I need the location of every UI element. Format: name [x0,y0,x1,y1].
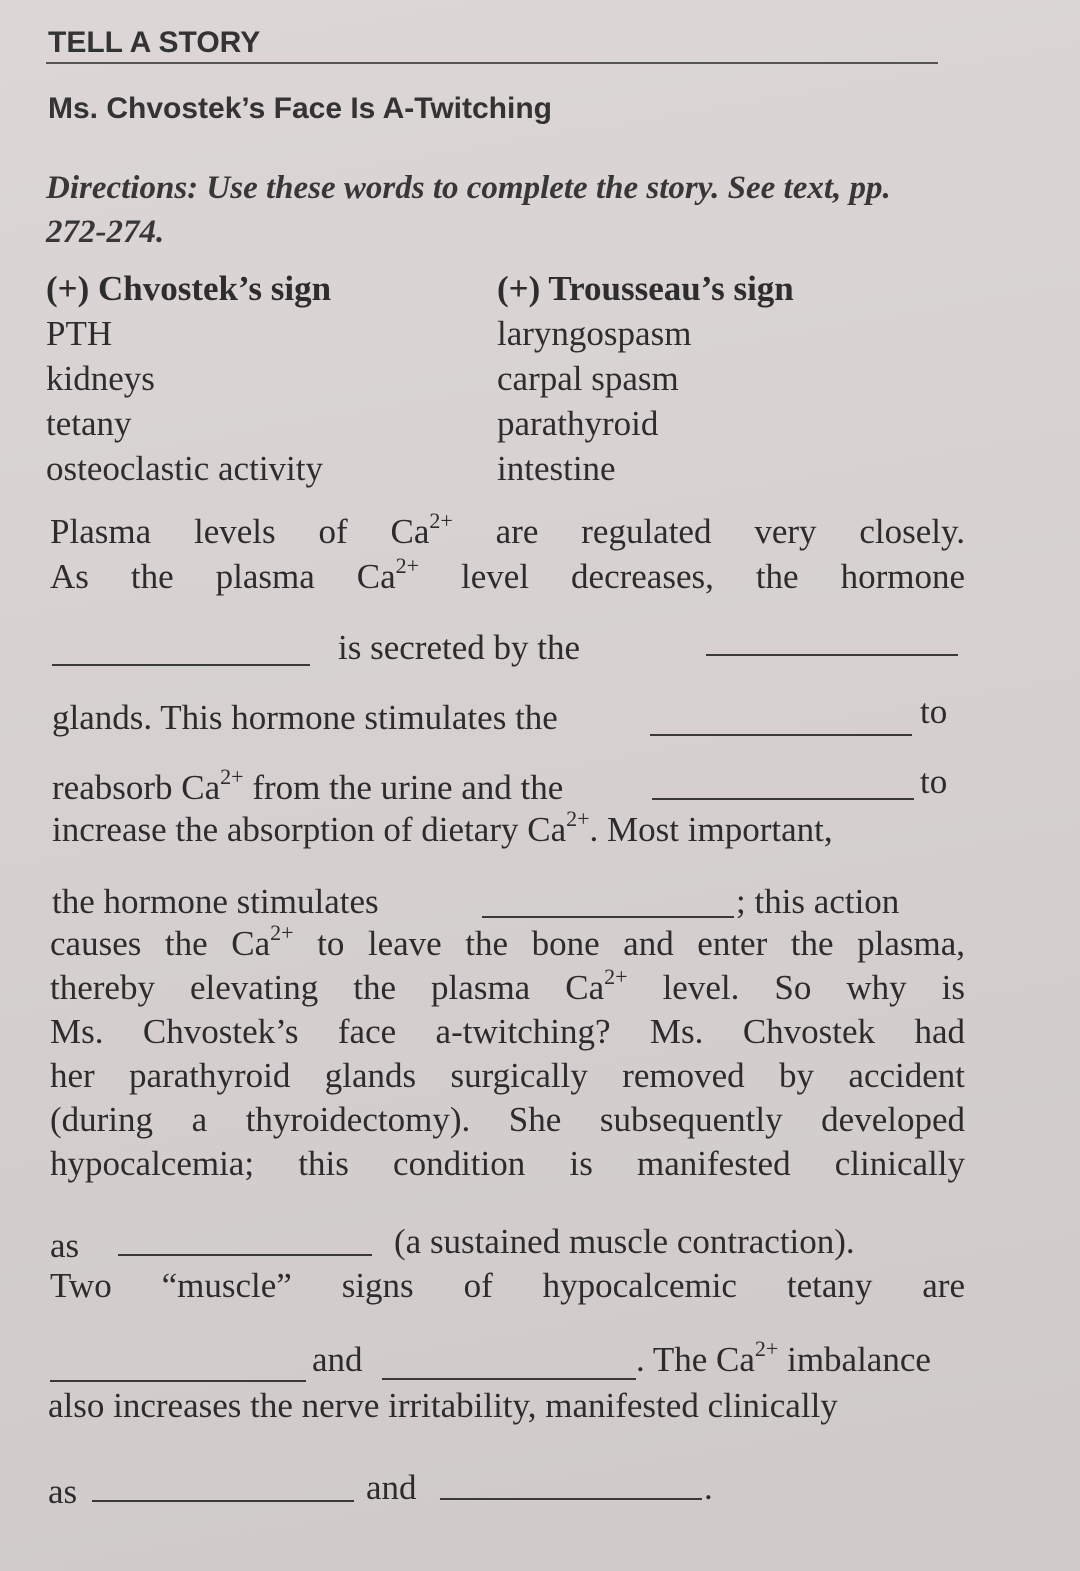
story-line-7: the hormone stimulates ; this action [52,882,900,921]
story-line-6: increase the absorption of dietary $Ca^{2+}$. Most important, [52,806,833,849]
story-line-17: also increases the nerve irritability, manifested clinically [48,1386,838,1425]
word-bank-item: laryngospasm [497,314,692,353]
blank-pth[interactable] [52,664,310,666]
story-line-12: (during a thyroidectomy). She subsequently developed [50,1100,965,1139]
story-line-9: thereby elevating the plasma $Ca^{2+}$ level. So why is [50,964,965,1007]
story-line-10: Ms. Chvostek’s face a-twitching? Ms. Chvostek had [50,1012,965,1051]
word-bank-right [497,266,794,491]
section-label: TELL A STORY [48,26,261,59]
blank-tetany[interactable] [118,1254,372,1256]
word-bank-item: intestine [497,449,616,488]
story-line-18: as and . [48,1468,713,1511]
story-line-13: hypocalcemia; this condition is manifested clinically [50,1144,965,1183]
word-bank-left [46,266,331,491]
story-line-16: and . The $Ca^{2+}$ imbalance [50,1340,965,1386]
story-line-3: is secreted by the [50,628,965,674]
blank-osteoclastic-activity[interactable] [482,916,734,918]
header-rule [46,62,938,64]
story-line-8: causes the $Ca^{2+}$ to leave the bone and enter the plasma, [50,920,965,963]
story-title: Ms. Chvostek’s Face Is A-Twitching [48,92,552,125]
story-line-4: glands. This hormone stimulates the to [52,692,948,737]
word-bank-item: PTH [46,314,113,353]
blank-intestine[interactable] [652,798,914,800]
word-bank-item: (+) Trousseau’s sign [497,269,794,308]
word-bank-item: kidneys [46,359,155,398]
story-line-1: Plasma levels of $Ca^{2+}$ are regulated very closely. [50,508,966,551]
word-bank-item: parathyroid [497,404,659,443]
word-bank-item: carpal spasm [497,359,679,398]
story-line-14: as (a sustained muscle contraction). [50,1222,855,1265]
blank-carpal-spasm[interactable] [440,1498,702,1500]
directions-text: Directions: Use these words to complete the story. See text, pp. 272-274. [46,170,891,250]
blank-laryngospasm[interactable] [92,1500,354,1502]
story-line-2: As the plasma $Ca^{2+}$ level decreases, the hormone [50,553,965,596]
word-bank-item: osteoclastic activity [46,449,323,488]
blank-chvostek-sign[interactable] [50,1380,306,1382]
story-line-11: her parathyroid glands surgically removed by accident [50,1056,965,1095]
story-line-5: reabsorb $Ca^{2+}$ from the urine and the to [52,762,948,807]
story-line-15: Two “muscle” signs of hypocalcemic tetany are [50,1266,965,1305]
word-bank-item: (+) Chvostek’s sign [46,269,332,308]
word-bank-item: tetany [46,404,132,443]
blank-trousseau-sign[interactable] [382,1378,636,1380]
blank-parathyroid[interactable] [706,654,958,656]
blank-kidneys[interactable] [650,734,912,736]
